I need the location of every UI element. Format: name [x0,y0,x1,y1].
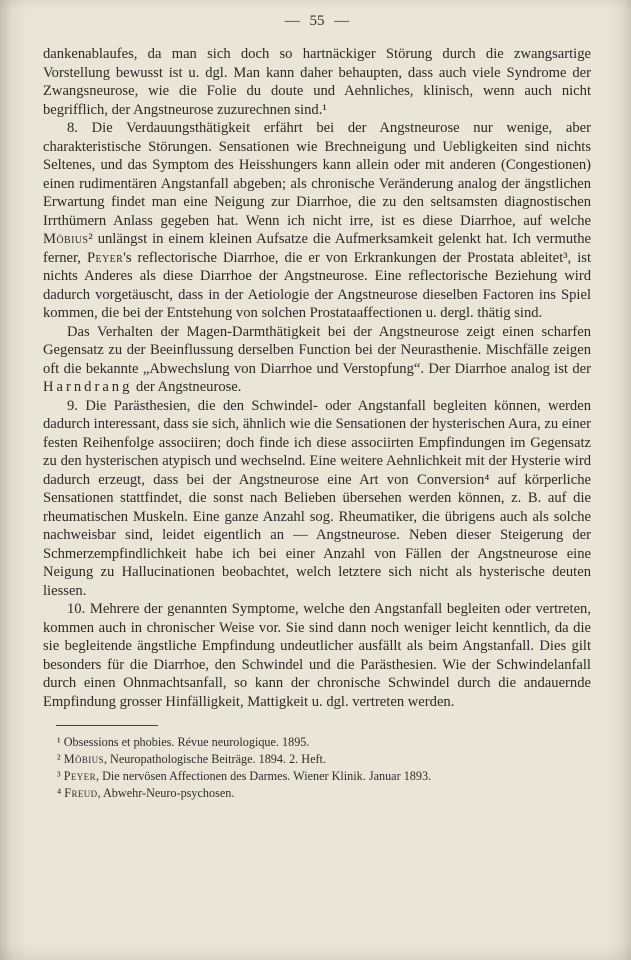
text-run: ³ [57,769,64,783]
footnote [43,734,591,751]
text-run: , Neuropathologische Beiträge. 1894. 2. Heft. [103,752,326,766]
footnotes [43,734,591,802]
paragraph [43,119,591,323]
page-number: — 55 — [284,13,350,29]
smallcaps-name: Möbius [43,231,89,247]
text-run: 8. Die Verdauungsthätigkeit erfährt bei der Angstneurose nur wenige, aber charakteristische Störungen. Sensationen wie Brechneigung und Uebligkeiten sind nichts Seltenes, und das Symptom des Heisshungers kann allein oder mit anderen (Congestionen) einen rudimentären Angstanfall abgeben; als chronische Veränderung analog der ängstlichen Erwartung findet man eine Neigung zur Diarrhoe, die zu den seltsamsten diagnostischen Irrthümern Anlass gegeben hat. Wenn ich nicht irre, ist es diese Diarrhoe, auf welche [43,120,591,229]
smallcaps-name: Peyer [86,249,124,266]
paragraph [43,397,591,601]
text-run: 's reflectorische Diarrhoe, die er von Erkrankungen der Prostata ableitet³, ist nichts Anderes als diese Diarrhoe der Angstneurose. Eine reflectorische Beziehung wird dadurch vorgetäuscht, dass in der Aetiologie der Angstneurose dieselben Factoren ins Spiel kommen, die bei der Entstehung von solchen Prostataaffectionen u. dergl. thätig sind. [43,249,592,321]
paragraph [43,600,591,711]
paragraph [43,45,591,119]
text-run: Das Verhalten der Magen-Darmthätigkeit bei der Angstneurose zeigt einen scharfen Gegensatz zu der Beeinflussung derselben Function bei der Neurasthenie. Mischfälle zeigen oft die bekannte „Abwechslung von Diarrhoe und Verstopfung“. Der Diarrhoe analog ist der [43,323,591,377]
text-run: ² [57,752,64,766]
text-run: ² unlängst in einem kleinen Aufsatze die Aufmerksamkeit gelenkt hat. Ich vermuthe ferner, [43,231,591,266]
text-run: der Angstneurose. [132,379,242,395]
paragraph [43,323,591,397]
footnote [43,785,591,802]
emphasized-word: Harndrang [43,379,133,395]
text-run: 10. Mehrere der genannten Symptome, welche den Angstanfall begleiten oder vertreten, kommen auch in chronischer Weise vor. Sie sind dann noch weniger leicht kenntlich, da die sie begleitende ängstliche Empfindung undeutlicher ausfällt als beim Angstanfall. Dies gilt besonders für die Diarrhoe, den Schwindel und die Parästhesien. Wie der Schwindelanfall durch einen Ohnmachtsanfall, so kann der chronische Schwindel durch die andauernde Empfindung grosser Hinfälligkeit, Mattigkeit u. dgl. vertreten werden. [43,601,591,710]
smallcaps-name: Möbius [63,752,104,766]
text-run: ¹ Obsessions et phobies. Révue neurologique. 1895. [57,735,310,749]
text-run: 9. Die Parästhesien, die den Schwindel- oder Angstanfall begleiten können, werden dadurch interessant, dass sie sich, ähnlich wie die Sensationen der hysterischen Aura, zu einer festen Reihenfolge associiren; doch finde ich diese associirten Empfindungen im Gegensatz zu den hysterischen atypisch und wechselnd. Eine weitere Aehnlichkeit mit der Hysterie wird dadurch erzeugt, dass bei der Angstneurose eine Art von Conversion⁴ auf körperliche Sensationen stattfindet, die sonst nach Belieben übersehen werden können, z. B. auf die rheumatischen Muskeln. Eine ganze Anzahl sog. Rheumatiker, die übrigens auch als solche nachweisbar sind, leidet eigentlich an — Angstneurose. Neben dieser Steigerung der Schmerzempfindlichkeit habe ich bei einer Anzahl von Fällen der Angstneurose eine Neigung zu Hallucinationen beobachtet, welch letztere sich nicht als hysterische deuten liessen. [43,397,591,599]
smallcaps-name: Peyer [63,769,96,783]
text-run: , Abwehr-Neuro-psychosen. [97,786,235,800]
text-run: ⁴ [57,786,65,800]
footnote-separator [56,725,158,726]
smallcaps-name: Freud [64,786,98,800]
footnote [43,751,591,768]
body-text [43,45,591,711]
text-run: , Die nervösen Affectionen des Darmes. Wiener Klinik. Januar 1893. [95,769,432,783]
text-run: dankenablaufes, da man sich doch so hartnäckiger Störung durch die zwangsartige Vorstellung bewusst ist u. dgl. Man kann daher behaupten, dass auch viele Syndrome der Zwangsneurose, wie die Folie du doute und Aehnliches, klinisch, wenn auch nicht begrifflich, der Angstneurose zuzurechnen sind.¹ [43,46,591,118]
footnote [43,768,591,785]
